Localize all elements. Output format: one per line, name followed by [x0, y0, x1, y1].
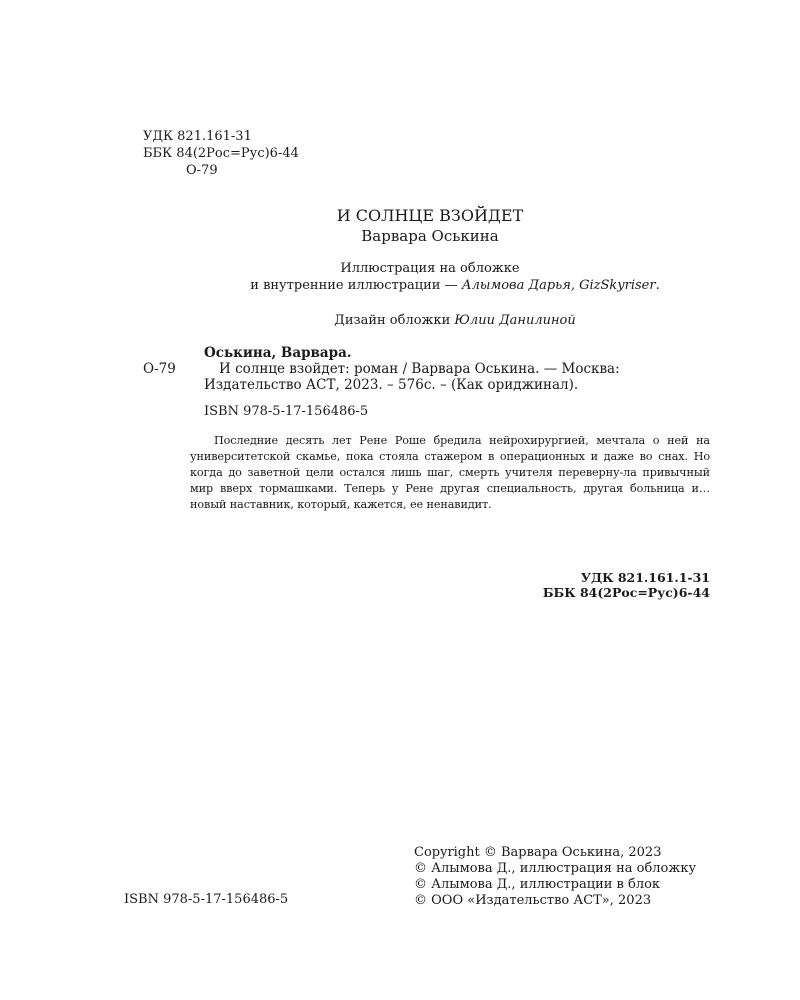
biblio-line1: И солнце взойдет: роман / Варвара Оськина. — Москва: — [219, 361, 620, 377]
copyright-line: © Алымова Д., иллюстрация на обложку — [414, 861, 697, 876]
illustrator-names: Алымова Дарья, GizSkyriser — [461, 278, 656, 293]
biblio-mark: О-79 — [143, 361, 176, 377]
bbk-code: ББК 84(2Рос=Рус)6-44 — [143, 146, 299, 161]
illustration-credit-line2 — [200, 278, 710, 293]
author-mark: О-79 — [186, 163, 218, 178]
biblio-isbn: ISBN 978-5-17-156486-5 — [204, 404, 369, 419]
illustration-credit-line1: Иллюстрация на обложке — [340, 261, 520, 276]
book-title: И СОЛНЦЕ ВЗОЙДЕТ — [336, 206, 524, 225]
cover-designer-name: Юлии Данилиной — [454, 313, 576, 328]
cover-design-prefix: Дизайн обложки — [334, 313, 455, 328]
copyright-block — [414, 845, 696, 909]
biblio-line2: Издательство АСТ, 2023. – 576с. – (Как ориджинал). — [204, 377, 579, 393]
biblio-author-heading: Оськина, Варвара. — [204, 345, 352, 361]
copyright-line: © Алымова Д., иллюстрации в блок — [414, 877, 661, 892]
bottom-isbn: ISBN 978-5-17-156486-5 — [124, 892, 289, 907]
udk-code: УДК 821.161-31 — [143, 129, 252, 144]
copyright-line: Copyright © Варвара Оськина, 2023 — [414, 845, 662, 860]
annotation-paragraph: Последние десять лет Рене Роше бредила нейрохирургией, мечтала о ней на университетской скамье, пока стояла стажером в операционных и даже во снах. Но когда до заветной цели остался лишь шаг, смерть учителя переверну-ла привычный мир вверх тормашками. Теперь у Рене другая специальность, другая больница и… новый наставник, который, кажется, ее ненавидит. — [190, 434, 710, 511]
illustration-credit-prefix: и внутренние иллюстрации — — [250, 278, 462, 293]
cover-design-credit — [250, 313, 660, 328]
copyright-line: © ООО «Издательство АСТ», 2023 — [414, 893, 652, 908]
book-author: Варвара Оськина — [361, 227, 499, 245]
udk-code-right: УДК 821.161.1-31 — [580, 570, 710, 585]
bbk-code-right: ББК 84(2Рос=Рус)6-44 — [542, 585, 710, 600]
illustration-credit-suffix: . — [655, 278, 660, 293]
